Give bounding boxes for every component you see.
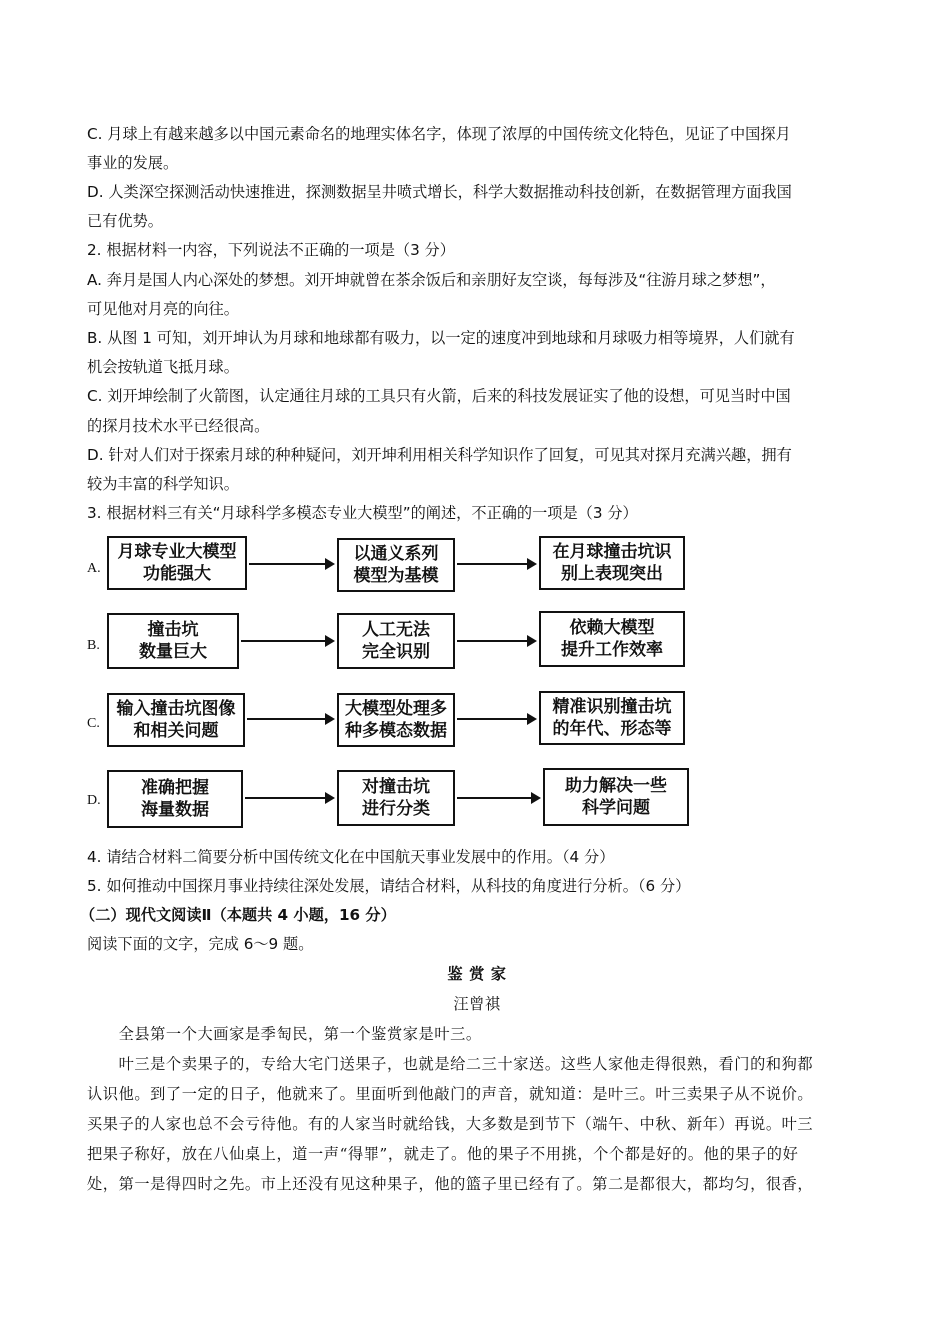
- story-author: 汪曾祺: [453, 995, 501, 1013]
- story-line: 处，第一是得四时之先。市上还没有见这种果子，他的篮子里已经有了。第二是都很大，都均匀，很香，: [87, 1175, 814, 1193]
- flowchart-options: [87, 528, 707, 834]
- flow-row-b: [87, 609, 707, 679]
- q2-option-b-line2: 机会按轨道飞抵月球。: [87, 358, 239, 376]
- flow-row-label: A.: [87, 561, 101, 576]
- arrow-icon: [249, 563, 333, 565]
- q2-option-d-line2: 较为丰富的科学知识。: [87, 475, 239, 493]
- q2-option-c-line2: 的探月技术水平已经很高。: [87, 417, 270, 435]
- story-title: 鉴 赏 家: [447, 965, 507, 983]
- question-5: 5. 如何推动中国探月事业持续往深处发展，请结合材料，从科技的角度进行分析。（6 分）: [87, 877, 691, 895]
- question-3: 3. 根据材料三有关“月球科学多模态专业大模型”的阐述，不正确的一项是（3 分）: [87, 504, 638, 522]
- flow-row-label: D.: [87, 793, 101, 808]
- question-2: 2. 根据材料一内容，下列说法不正确的一项是（3 分）: [87, 241, 455, 259]
- arrow-icon: [457, 797, 539, 799]
- q2-option-a-line1: A. 奔月是国人内心深处的梦想。刘开坤就曾在茶余饭后和亲朋好友空谈，每每涉及“往游月球之梦想”，: [87, 271, 776, 289]
- flow-box: 以通义系列 模型为基模: [337, 538, 455, 592]
- option-c-line2: 事业的发展。: [87, 154, 179, 172]
- flow-row-d: [87, 764, 707, 834]
- q2-option-d-line1: D. 针对人们对于探索月球的种种疑问，刘开坤利用相关科学知识作了回复，可见其对探月充满兴趣，拥有: [87, 446, 792, 464]
- flow-row-label: B.: [87, 638, 100, 653]
- section-heading: （二）现代文阅读Ⅱ（本题共 4 小题，16 分）: [80, 906, 396, 924]
- flow-box: 输入撞击坑图像 和相关问题: [107, 693, 245, 747]
- story-line: 全县第一个大画家是季匋民，第一个鉴赏家是叶三。: [87, 1025, 482, 1043]
- story-line: 叶三是个卖果子的，专给大宅门送果子，也就是给二三十家送。这些人家他走得很熟，看门的和狗都: [87, 1055, 814, 1073]
- arrow-icon: [457, 640, 535, 642]
- flow-row-label: C.: [87, 716, 100, 731]
- reading-instruction: 阅读下面的文字，完成 6～9 题。: [87, 935, 314, 953]
- flow-box: 撞击坑 数量巨大: [107, 613, 239, 669]
- flow-box: 月球专业大模型 功能强大: [107, 536, 247, 590]
- story-line: 把果子称好，放在八仙桌上，道一声“得罪”，就走了。他的果子不用挑，个个都是好的。他的果子的好: [87, 1145, 799, 1163]
- flow-box: 依赖大模型 提升工作效率: [539, 611, 685, 667]
- arrow-icon: [245, 797, 333, 799]
- option-c-line1: C. 月球上有越来越多以中国元素命名的地理实体名字，体现了浓厚的中国传统文化特色，见证了中国探月: [87, 125, 791, 143]
- flow-box: 在月球撞击坑识 别上表现突出: [539, 536, 685, 590]
- arrow-icon: [457, 563, 535, 565]
- option-d-line2: 已有优势。: [87, 212, 163, 230]
- flow-box: 人工无法 完全识别: [337, 613, 455, 669]
- question-4: 4. 请结合材料二简要分析中国传统文化在中国航天事业发展中的作用。（4 分）: [87, 848, 615, 866]
- flow-row-a: [87, 532, 707, 602]
- flow-box: 精准识别撞击坑 的年代、形态等: [539, 691, 685, 745]
- q2-option-a-line2: 可见他对月亮的向往。: [87, 300, 239, 318]
- arrow-icon: [247, 718, 333, 720]
- flow-row-c: [87, 687, 707, 757]
- arrow-icon: [457, 718, 535, 720]
- flow-box: 准确把握 海量数据: [107, 770, 243, 828]
- q2-option-c-line1: C. 刘开坤绘制了火箭图，认定通往月球的工具只有火箭，后来的科技发展证实了他的设想，可见当时中国: [87, 387, 791, 405]
- flow-box: 大模型处理多 种多模态数据: [337, 693, 455, 747]
- story-line: 买果子的人家也总不会亏待他。有的人家当时就给钱，大多数是到节下（端午、中秋、新年）再说。叶三: [87, 1115, 814, 1133]
- arrow-icon: [241, 640, 333, 642]
- flow-box: 对撞击坑 进行分类: [337, 770, 455, 826]
- option-d-line1: D. 人类深空探测活动快速推进，探测数据呈井喷式增长，科学大数据推动科技创新，在数据管理方面我国: [87, 183, 792, 201]
- q2-option-b-line1: B. 从图 1 可知，刘开坤认为月球和地球都有吸力，以一定的速度冲到地球和月球吸力相等境界，人们就有: [87, 329, 795, 347]
- flow-box: 助力解决一些 科学问题: [543, 768, 689, 826]
- story-line: 认识他。到了一定的日子，他就来了。里面听到他敲门的声音，就知道：是叶三。叶三卖果子从不说价。: [87, 1085, 814, 1103]
